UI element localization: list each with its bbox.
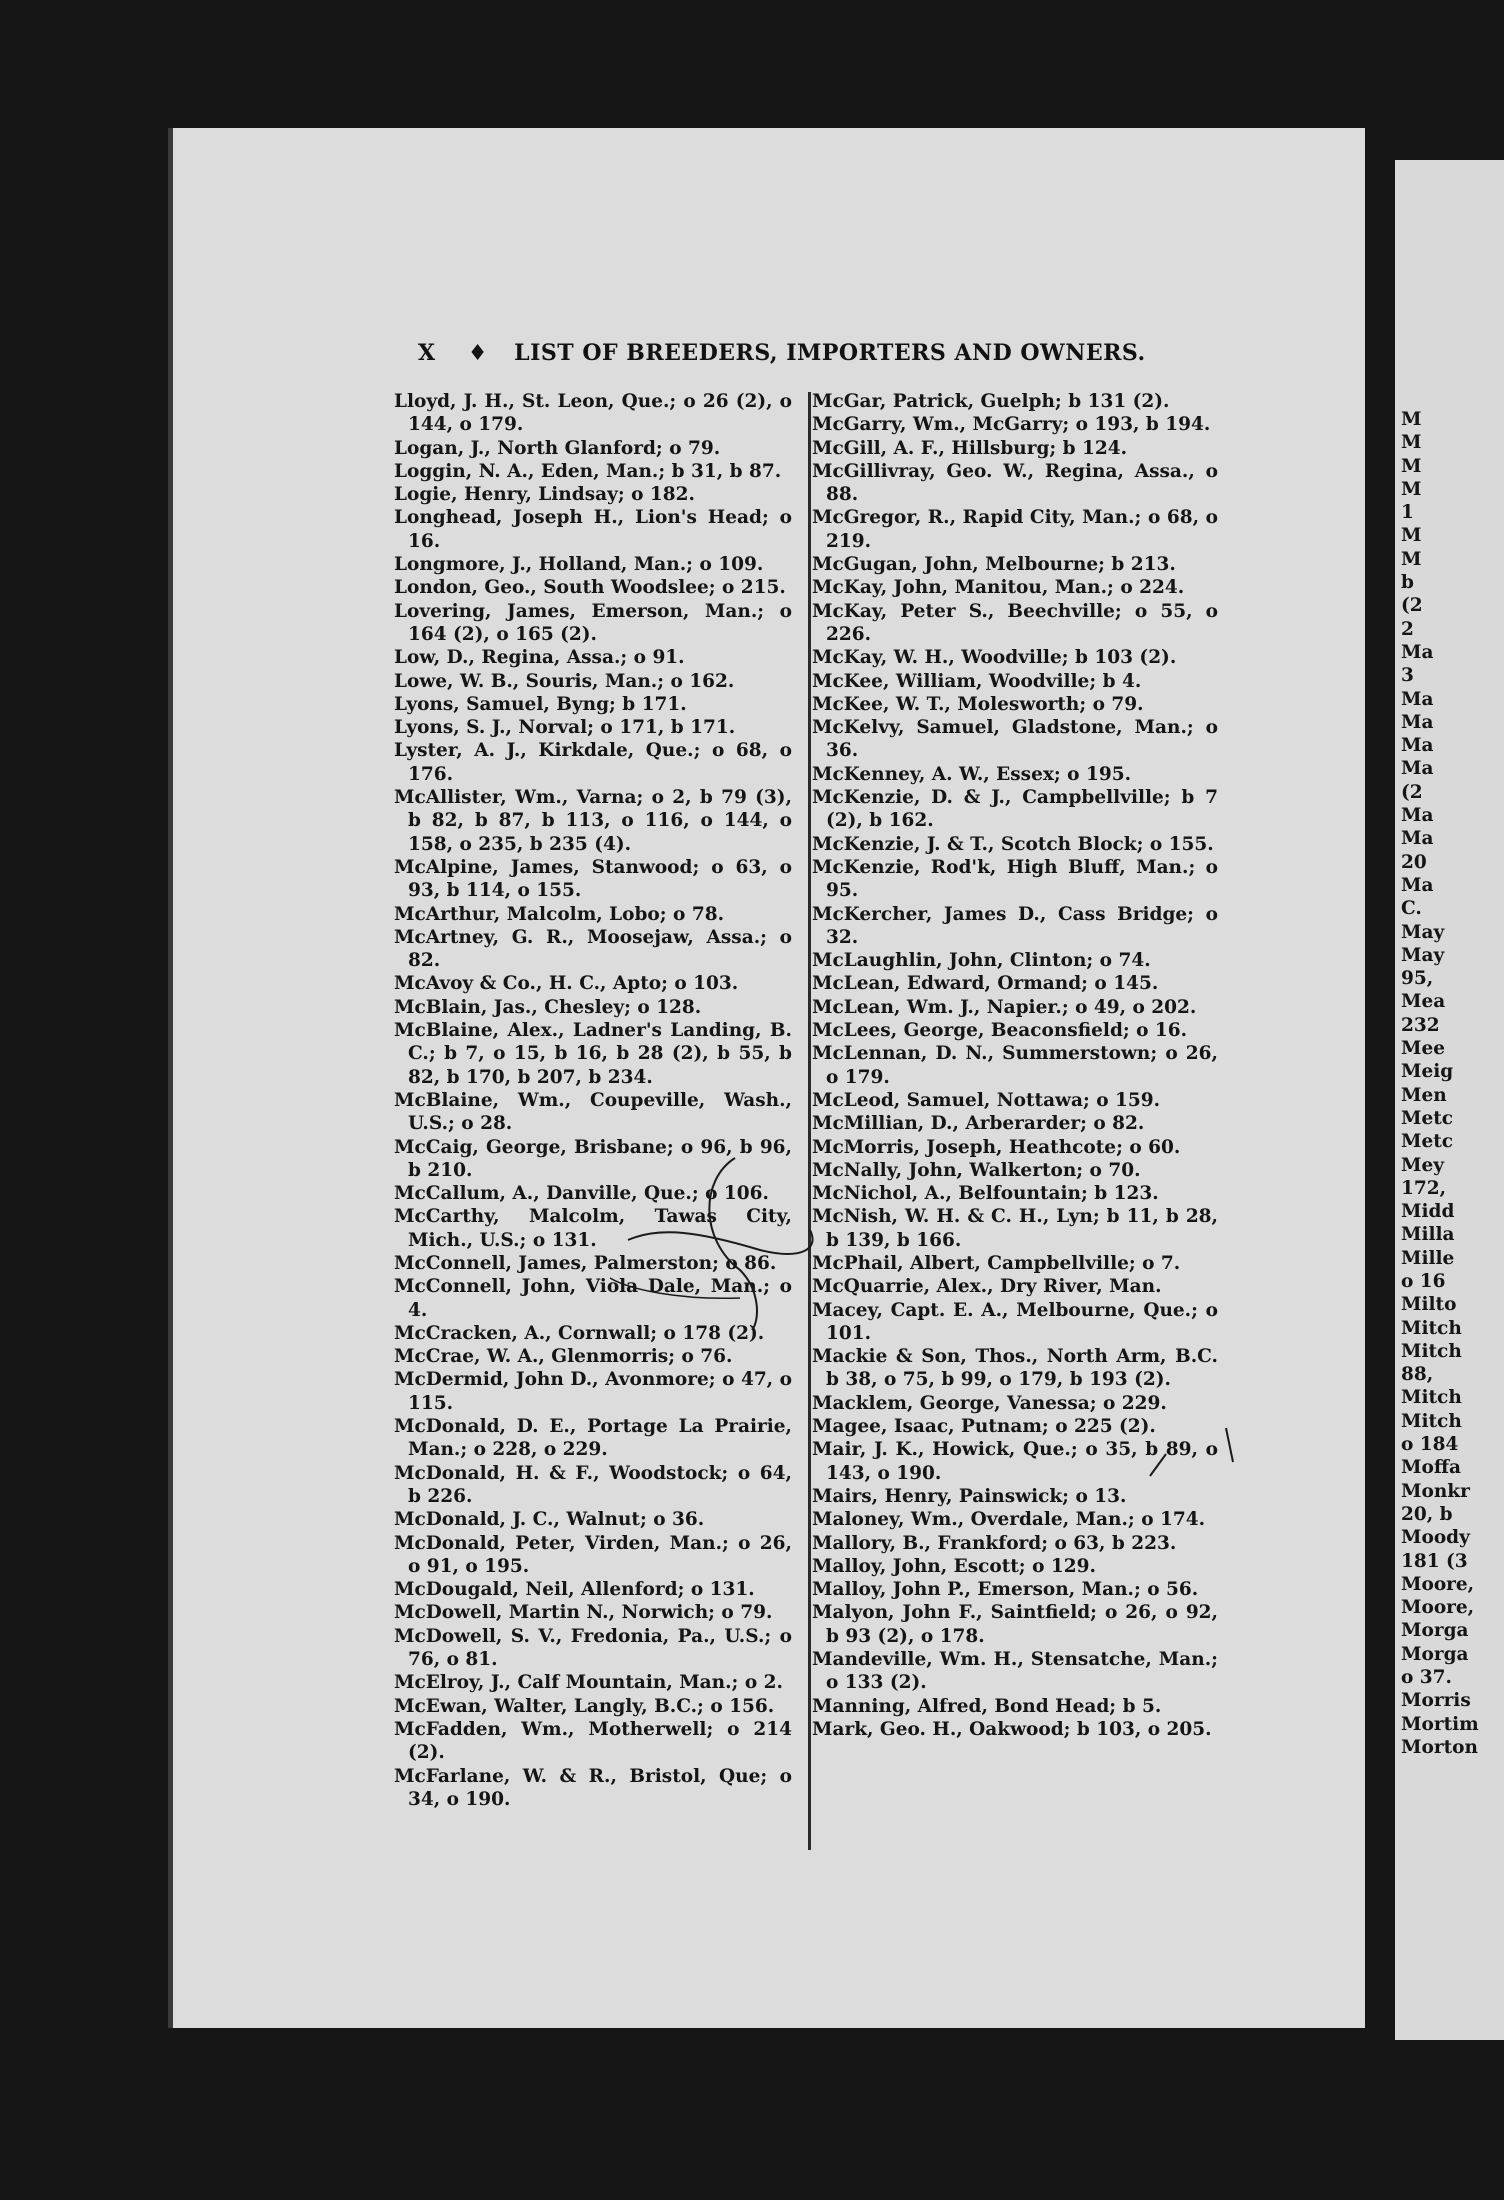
right-column-entry: McKee, W. T., Molesworth; o 79.	[812, 693, 1144, 715]
left-column-entry: London, Geo., South Woodslee; o 215.	[394, 577, 786, 599]
adjacent-page-stub: Moffa	[1401, 1457, 1461, 1479]
adjacent-page-stub: Mitch	[1401, 1340, 1462, 1362]
right-column	[812, 390, 1218, 1741]
right-column-entry: McQuarrie, Alex., Dry River, Man.	[812, 1276, 1162, 1298]
right-column-entry: McKay, W. H., Woodville; b 103 (2).	[812, 647, 1177, 669]
left-column-entry: Low, D., Regina, Assa.; o 91.	[394, 647, 685, 669]
adjacent-page	[1395, 160, 1504, 2040]
right-column-entry: Magee, Isaac, Putnam; o 225 (2).	[812, 1416, 1156, 1438]
adjacent-page-stub: Monkr	[1401, 1480, 1470, 1502]
adjacent-page-stub: b	[1401, 572, 1414, 594]
adjacent-page-stub: 2	[1401, 618, 1414, 640]
left-column-entry: McArthur, Malcolm, Lobo; o 78.	[394, 903, 725, 925]
left-column-entry: Lyons, S. J., Norval; o 171, b 171.	[394, 717, 736, 739]
left-column-entry: McBlain, Jas., Chesley; o 128.	[394, 996, 702, 1018]
adjacent-page-stub: C.	[1401, 898, 1422, 920]
adjacent-page-stub: Morris	[1401, 1690, 1471, 1712]
right-column-entry: Mallory, B., Frankford; o 63, b 223.	[812, 1532, 1177, 1554]
right-column-entry: Mair, J. K., Howick, Que.; o 35, b 89, o 143, o 190.	[812, 1439, 1218, 1484]
adjacent-page-stub: Mee	[1401, 1038, 1446, 1060]
adjacent-page-stub: 88,	[1401, 1364, 1434, 1386]
left-column-entry: McAlpine, James, Stanwood; o 63, o 93, b 114, o 155.	[394, 856, 792, 902]
right-column-entry: Mandeville, Wm. H., Stensatche, Man.; o 133 (2).	[812, 1649, 1218, 1694]
right-column-entry: McKenzie, Rod'k, High Bluff, Man.; o 95.	[812, 856, 1218, 902]
right-column-entry: Macklem, George, Vanessa; o 229.	[812, 1392, 1167, 1414]
right-column-entry: McKenney, A. W., Essex; o 195.	[812, 763, 1132, 785]
right-column-entry: McKelvy, Samuel, Gladstone, Man.; o 36.	[812, 717, 1218, 762]
left-column-entry: McDowell, S. V., Fredonia, Pa., U.S.; o 76, o 81.	[394, 1625, 792, 1671]
adjacent-page-stub: Ma	[1401, 711, 1434, 733]
right-column-entry: Mackie & Son, Thos., North Arm, B.C. b 38, o 75, b 99, o 179, b 193 (2).	[812, 1346, 1218, 1391]
adjacent-page-stub: M	[1401, 548, 1422, 570]
left-column-entry: McCarthy, Malcolm, Tawas City, Mich., U.S.; o 131.	[394, 1206, 792, 1251]
left-column-entry: Longhead, Joseph H., Lion's Head; o 16.	[394, 507, 792, 552]
left-column-entry: McCrae, W. A., Glenmorris; o 76.	[394, 1346, 733, 1368]
adjacent-page-stub: Ma	[1401, 828, 1434, 850]
adjacent-page-stub: 172,	[1401, 1177, 1447, 1199]
right-column-entry: McGar, Patrick, Guelph; b 131 (2).	[812, 391, 1170, 412]
adjacent-page-stub: Moore,	[1401, 1573, 1475, 1595]
right-column-entry: McNally, John, Walkerton; o 70.	[812, 1159, 1141, 1181]
left-column-entry: McDonald, H. & F., Woodstock; o 64, b 226.	[394, 1462, 792, 1507]
adjacent-page-stub: M	[1401, 409, 1422, 430]
right-column-entry: McKenzie, J. & T., Scotch Block; o 155.	[812, 833, 1214, 855]
right-column-entry: McKercher, James D., Cass Bridge; o 32.	[812, 903, 1218, 948]
left-column-entry: McBlaine, Alex., Ladner's Landing, B. C.; b 7, o 15, b 16, b 28 (2), b 55, b 82, b 170, b 207, b 234.	[394, 1020, 792, 1088]
right-column-entry: Maloney, Wm., Overdale, Man.; o 174.	[812, 1509, 1206, 1531]
right-column-entry: McKay, Peter S., Beechville; o 55, o 226.	[812, 600, 1218, 645]
right-column-entry: McLean, Wm. J., Napier.; o 49, o 202.	[812, 996, 1197, 1018]
adjacent-page-stub: Ma	[1401, 805, 1434, 827]
adjacent-page-stub: May	[1401, 921, 1445, 943]
left-column-entry: McBlaine, Wm., Coupeville, Wash., U.S.; o 28.	[394, 1089, 792, 1135]
right-column-entry: McGregor, R., Rapid City, Man.; o 68, o 219.	[812, 507, 1218, 552]
adjacent-page-stubs	[1395, 408, 1479, 1759]
right-column-entry: McNish, W. H. & C. H., Lyn; b 11, b 28, b 139, b 166.	[812, 1206, 1218, 1251]
left-column-entry: Lyster, A. J., Kirkdale, Que.; o 68, o 176.	[394, 740, 792, 785]
adjacent-page-stub: Ma	[1401, 735, 1434, 757]
adjacent-page-stub: Morga	[1401, 1643, 1469, 1665]
left-column-entry: McCallum, A., Danville, Que.; o 106.	[394, 1183, 769, 1205]
left-column-entry: McDougald, Neil, Allenford; o 131.	[394, 1579, 755, 1601]
adjacent-page-stub: Mitch	[1401, 1410, 1462, 1432]
left-column-entry: McAllister, Wm., Varna; o 2, b 79 (3), b 82, b 87, b 113, o 116, o 144, o 158, o 235, b 235 (4).	[394, 787, 792, 855]
right-column-entry: Manning, Alfred, Bond Head; b 5.	[812, 1695, 1162, 1717]
left-column-entry: McFarlane, W. & R., Bristol, Que; o 34, o 190.	[394, 1765, 792, 1810]
page-number: X	[418, 340, 436, 366]
right-column-entry: McGugan, John, Melbourne; b 213.	[812, 554, 1176, 576]
adjacent-page-stub: 95,	[1401, 968, 1434, 990]
adjacent-page-stub: o 184	[1401, 1434, 1459, 1456]
running-header	[418, 340, 1278, 366]
right-column-entry: McKee, William, Woodville; b 4.	[812, 670, 1142, 692]
left-column-entry: Loggin, N. A., Eden, Man.; b 31, b 87.	[394, 460, 782, 482]
right-column-entry: McPhail, Albert, Campbellville; o 7.	[812, 1252, 1181, 1274]
adjacent-page-stub: Moore,	[1401, 1597, 1475, 1619]
left-column-entry: Logie, Henry, Lindsay; o 182.	[394, 484, 695, 506]
adjacent-page-stub: M	[1401, 455, 1422, 477]
right-column-entry: McMorris, Joseph, Heathcote; o 60.	[812, 1136, 1181, 1158]
left-column-entry: McConnell, James, Palmerston; o 86.	[394, 1252, 777, 1274]
left-column	[394, 390, 792, 1811]
adjacent-page-stub: Milla	[1401, 1224, 1455, 1246]
right-column-entry: McKay, John, Manitou, Man.; o 224.	[812, 577, 1185, 599]
adjacent-page-stub: o 37.	[1401, 1667, 1452, 1689]
adjacent-page-stub: Mey	[1401, 1154, 1444, 1176]
right-column-entry: McLeod, Samuel, Nottawa; o 159.	[812, 1089, 1161, 1111]
page-title: LIST OF BREEDERS, IMPORTERS AND OWNERS.	[514, 340, 1146, 366]
left-column-entry: McFadden, Wm., Motherwell; o 214 (2).	[394, 1718, 792, 1764]
right-column-entry: McKenzie, D. & J., Campbellville; b 7 (2), b 162.	[812, 787, 1218, 832]
right-column-entry: Mark, Geo. H., Oakwood; b 103, o 205.	[812, 1718, 1212, 1740]
right-column-entry: Malloy, John, Escott; o 129.	[812, 1555, 1096, 1577]
ornament: ♦	[467, 340, 488, 366]
right-column-entry: McLees, George, Beaconsfield; o 16.	[812, 1020, 1188, 1042]
adjacent-page-stub: 1	[1401, 502, 1414, 524]
right-column-entry: McGill, A. F., Hillsburg; b 124.	[812, 437, 1128, 459]
left-column-entry: Lowe, W. B., Souris, Man.; o 162.	[394, 670, 735, 692]
right-column-entry: McLaughlin, John, Clinton; o 74.	[812, 950, 1151, 972]
adjacent-page-stub: Meig	[1401, 1061, 1454, 1083]
adjacent-page-stub: 20, b	[1401, 1503, 1453, 1525]
adjacent-page-stub: Men	[1401, 1084, 1447, 1106]
adjacent-page-stub: 3	[1401, 665, 1414, 687]
adjacent-page-stub: Mortim	[1401, 1713, 1479, 1735]
left-column-entry: McCaig, George, Brisbane; o 96, b 96, b 210.	[394, 1136, 792, 1181]
left-column-entry: McConnell, John, Viola Dale, Man.; o 4.	[394, 1276, 792, 1321]
adjacent-page-stub: Mitch	[1401, 1387, 1462, 1409]
left-column-entry: McArtney, G. R., Moosejaw, Assa.; o 82.	[394, 926, 792, 972]
adjacent-page-stub: M	[1401, 432, 1422, 454]
adjacent-page-stub: (2	[1401, 595, 1423, 617]
adjacent-page-stub: Ma	[1401, 688, 1434, 710]
adjacent-page-stub: Mea	[1401, 991, 1446, 1013]
adjacent-page-stub: M	[1401, 525, 1422, 547]
adjacent-page-stub: Moody	[1401, 1527, 1470, 1549]
right-column-entry: McGarry, Wm., McGarry; o 193, b 194.	[812, 414, 1211, 436]
right-column-entry: McGillivray, Geo. W., Regina, Assa., o 88.	[812, 460, 1218, 506]
adjacent-page-stub: Metc	[1401, 1107, 1454, 1129]
adjacent-page-stub: Ma	[1401, 758, 1434, 780]
adjacent-page-stub: o 16	[1401, 1270, 1446, 1292]
adjacent-page-stub: Midd	[1401, 1201, 1455, 1223]
column-divider	[808, 392, 811, 1850]
left-column-entry: McDermid, John D., Avonmore; o 47, o 115.	[394, 1369, 792, 1414]
left-column-entry: McEwan, Walter, Langly, B.C.; o 156.	[394, 1695, 775, 1717]
right-column-entry: Malloy, John P., Emerson, Man.; o 56.	[812, 1579, 1199, 1601]
left-column-entry: McCracken, A., Cornwall; o 178 (2).	[394, 1322, 765, 1344]
right-column-entry: McNichol, A., Belfountain; b 123.	[812, 1183, 1159, 1205]
right-column-entry: Macey, Capt. E. A., Melbourne, Que.; o 101.	[812, 1299, 1218, 1344]
left-column-entry: McAvoy & Co., H. C., Apto; o 103.	[394, 973, 739, 995]
right-column-entry: McMillian, D., Arberarder; o 82.	[812, 1113, 1145, 1135]
right-column-entry: McLennan, D. N., Summerstown; o 26, o 179.	[812, 1043, 1218, 1088]
right-column-entry: McLean, Edward, Ormand; o 145.	[812, 973, 1159, 995]
adjacent-page-stub: Morton	[1401, 1736, 1478, 1758]
left-column-entry: Lovering, James, Emerson, Man.; o 164 (2), o 165 (2).	[394, 600, 792, 645]
left-column-entry: Logan, J., North Glanford; o 79.	[394, 437, 721, 459]
adjacent-page-stub: (2	[1401, 781, 1423, 803]
left-column-entry: McElroy, J., Calf Mountain, Man.; o 2.	[394, 1672, 783, 1694]
adjacent-page-stub: Metc	[1401, 1131, 1454, 1153]
left-column-entry: McDowell, Martin N., Norwich; o 79.	[394, 1602, 773, 1624]
right-column-entry: Mairs, Henry, Painswick; o 13.	[812, 1485, 1127, 1507]
left-column-entry: McDonald, J. C., Walnut; o 36.	[394, 1509, 705, 1531]
left-column-entry: McDonald, Peter, Virden, Man.; o 26, o 91, o 195.	[394, 1532, 792, 1577]
adjacent-page-stub: Ma	[1401, 874, 1434, 896]
adjacent-page-stub: M	[1401, 478, 1422, 500]
adjacent-page-stub: Mitch	[1401, 1317, 1462, 1339]
adjacent-page-stub: Mille	[1401, 1247, 1455, 1269]
right-column-entry: Malyon, John F., Saintfield; o 26, o 92, b 93 (2), o 178.	[812, 1602, 1218, 1647]
adjacent-page-stub: Ma	[1401, 641, 1434, 663]
adjacent-page-stub: Morga	[1401, 1620, 1469, 1642]
adjacent-page-stub: 181 (3	[1401, 1550, 1468, 1572]
left-column-entry: McDonald, D. E., Portage La Prairie, Man.; o 228, o 229.	[394, 1416, 792, 1461]
left-column-entry: Longmore, J., Holland, Man.; o 109.	[394, 554, 764, 576]
left-column-entry: Lyons, Samuel, Byng; b 171.	[394, 693, 687, 715]
adjacent-page-stub: 232	[1401, 1014, 1440, 1036]
adjacent-page-stub: 20	[1401, 851, 1427, 873]
left-column-entry: Lloyd, J. H., St. Leon, Que.; o 26 (2), o 144, o 179.	[394, 391, 792, 436]
adjacent-page-stub: May	[1401, 944, 1445, 966]
adjacent-page-stub: Milto	[1401, 1294, 1457, 1316]
